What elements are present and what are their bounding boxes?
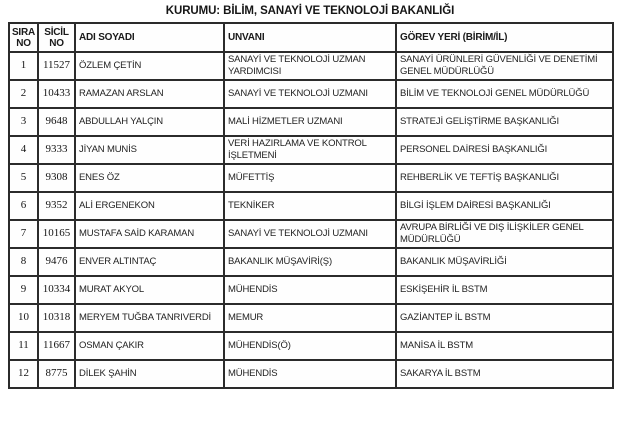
cell-unvani: MALİ HİZMETLER UZMANI <box>224 108 396 136</box>
table-row <box>9 136 613 164</box>
cell-sira-no: 11 <box>9 332 38 360</box>
table-row <box>9 192 613 220</box>
cell-unvani: TEKNİKER <box>224 192 396 220</box>
cell-sira-no: 3 <box>9 108 38 136</box>
cell-sira-no: 1 <box>9 52 38 80</box>
table-row <box>9 220 613 248</box>
cell-sira-no: 10 <box>9 304 38 332</box>
table-row <box>9 164 613 192</box>
cell-gorev-yeri: MANİSA İL BSTM <box>396 332 613 360</box>
cell-unvani: SANAYİ VE TEKNOLOJİ UZMANI <box>224 80 396 108</box>
cell-adi-soyadi: ÖZLEM ÇETİN <box>75 52 224 80</box>
cell-gorev-yeri: SAKARYA İL BSTM <box>396 360 613 388</box>
cell-adi-soyadi: JİYAN MUNİS <box>75 136 224 164</box>
cell-gorev-yeri: BAKANLIK MÜŞAVİRLİĞİ <box>396 248 613 276</box>
cell-adi-soyadi: ABDULLAH YALÇIN <box>75 108 224 136</box>
cell-adi-soyadi: ENES ÖZ <box>75 164 224 192</box>
table-row <box>9 304 613 332</box>
table-row <box>9 332 613 360</box>
cell-sicil-no: 9476 <box>38 248 75 276</box>
cell-sicil-no: 9648 <box>38 108 75 136</box>
cell-sicil-no: 10318 <box>38 304 75 332</box>
personnel-table <box>8 22 614 389</box>
cell-sira-no: 12 <box>9 360 38 388</box>
cell-unvani: MÜHENDİS <box>224 360 396 388</box>
cell-unvani: SANAYİ VE TEKNOLOJİ UZMANI <box>224 220 396 248</box>
cell-sicil-no: 10433 <box>38 80 75 108</box>
cell-sira-no: 7 <box>9 220 38 248</box>
cell-sira-no: 4 <box>9 136 38 164</box>
document-title: KURUMU: BİLİM, SANAYİ VE TEKNOLOJİ BAKANLIĞI <box>165 5 455 17</box>
cell-adi-soyadi: MERYEM TUĞBA TANRIVERDİ <box>75 304 224 332</box>
cell-unvani: SANAYİ VE TEKNOLOJİ UZMAN YARDIMCISI <box>224 52 396 80</box>
cell-sicil-no: 10165 <box>38 220 75 248</box>
table-row <box>9 276 613 304</box>
cell-sicil-no: 9308 <box>38 164 75 192</box>
table-row <box>9 248 613 276</box>
cell-gorev-yeri: BİLİM VE TEKNOLOJİ GENEL MÜDÜRLÜĞÜ <box>396 80 613 108</box>
cell-adi-soyadi: ENVER ALTINTAÇ <box>75 248 224 276</box>
table-header-row <box>9 23 613 52</box>
cell-unvani: MEMUR <box>224 304 396 332</box>
cell-gorev-yeri: ESKİŞEHİR İL BSTM <box>396 276 613 304</box>
column-header-gorev-yeri: GÖREV YERİ (BİRİM/İL) <box>396 23 613 52</box>
cell-sira-no: 9 <box>9 276 38 304</box>
cell-sicil-no: 11527 <box>38 52 75 80</box>
cell-sira-no: 6 <box>9 192 38 220</box>
cell-sicil-no: 11667 <box>38 332 75 360</box>
table-row <box>9 360 613 388</box>
cell-sicil-no: 10334 <box>38 276 75 304</box>
cell-adi-soyadi: OSMAN ÇAKIR <box>75 332 224 360</box>
table-row <box>9 52 613 80</box>
table-row <box>9 108 613 136</box>
table-body <box>9 52 613 388</box>
cell-adi-soyadi: MUSTAFA SAİD KARAMAN <box>75 220 224 248</box>
cell-sira-no: 8 <box>9 248 38 276</box>
cell-sicil-no: 8775 <box>38 360 75 388</box>
cell-unvani: VERİ HAZIRLAMA VE KONTROL İŞLETMENİ <box>224 136 396 164</box>
cell-gorev-yeri: STRATEJİ GELİŞTİRME BAŞKANLIĞI <box>396 108 613 136</box>
cell-adi-soyadi: RAMAZAN ARSLAN <box>75 80 224 108</box>
cell-adi-soyadi: ALİ ERGENEKON <box>75 192 224 220</box>
cell-sira-no: 5 <box>9 164 38 192</box>
table-row <box>9 80 613 108</box>
cell-unvani: BAKANLIK MÜŞAVİRİ(Ş) <box>224 248 396 276</box>
cell-adi-soyadi: DİLEK ŞAHİN <box>75 360 224 388</box>
cell-unvani: MÜFETTİŞ <box>224 164 396 192</box>
cell-adi-soyadi: MURAT AKYOL <box>75 276 224 304</box>
cell-gorev-yeri: AVRUPA BİRLİĞİ VE DIŞ İLİŞKİLER GENEL MÜDÜRLÜĞÜ <box>396 220 613 248</box>
column-header-adi-soyadi: ADI SOYADI <box>75 23 224 52</box>
cell-gorev-yeri: GAZİANTEP İL BSTM <box>396 304 613 332</box>
cell-sira-no: 2 <box>9 80 38 108</box>
column-header-sira-no: SIRA NO <box>9 23 38 52</box>
cell-unvani: MÜHENDİS(Ö) <box>224 332 396 360</box>
cell-unvani: MÜHENDİS <box>224 276 396 304</box>
cell-sicil-no: 9352 <box>38 192 75 220</box>
cell-gorev-yeri: REHBERLİK VE TEFTİŞ BAŞKANLIĞI <box>396 164 613 192</box>
cell-gorev-yeri: BİLGİ İŞLEM DAİRESİ BAŞKANLIĞI <box>396 192 613 220</box>
cell-sicil-no: 9333 <box>38 136 75 164</box>
cell-gorev-yeri: PERSONEL DAİRESİ BAŞKANLIĞI <box>396 136 613 164</box>
column-header-sicil-no: SİCİL NO <box>38 23 75 52</box>
column-header-unvani: UNVANI <box>224 23 396 52</box>
cell-gorev-yeri: SANAYİ ÜRÜNLERİ GÜVENLİĞİ VE DENETİMİ GENEL MÜDÜRLÜĞÜ <box>396 52 613 80</box>
